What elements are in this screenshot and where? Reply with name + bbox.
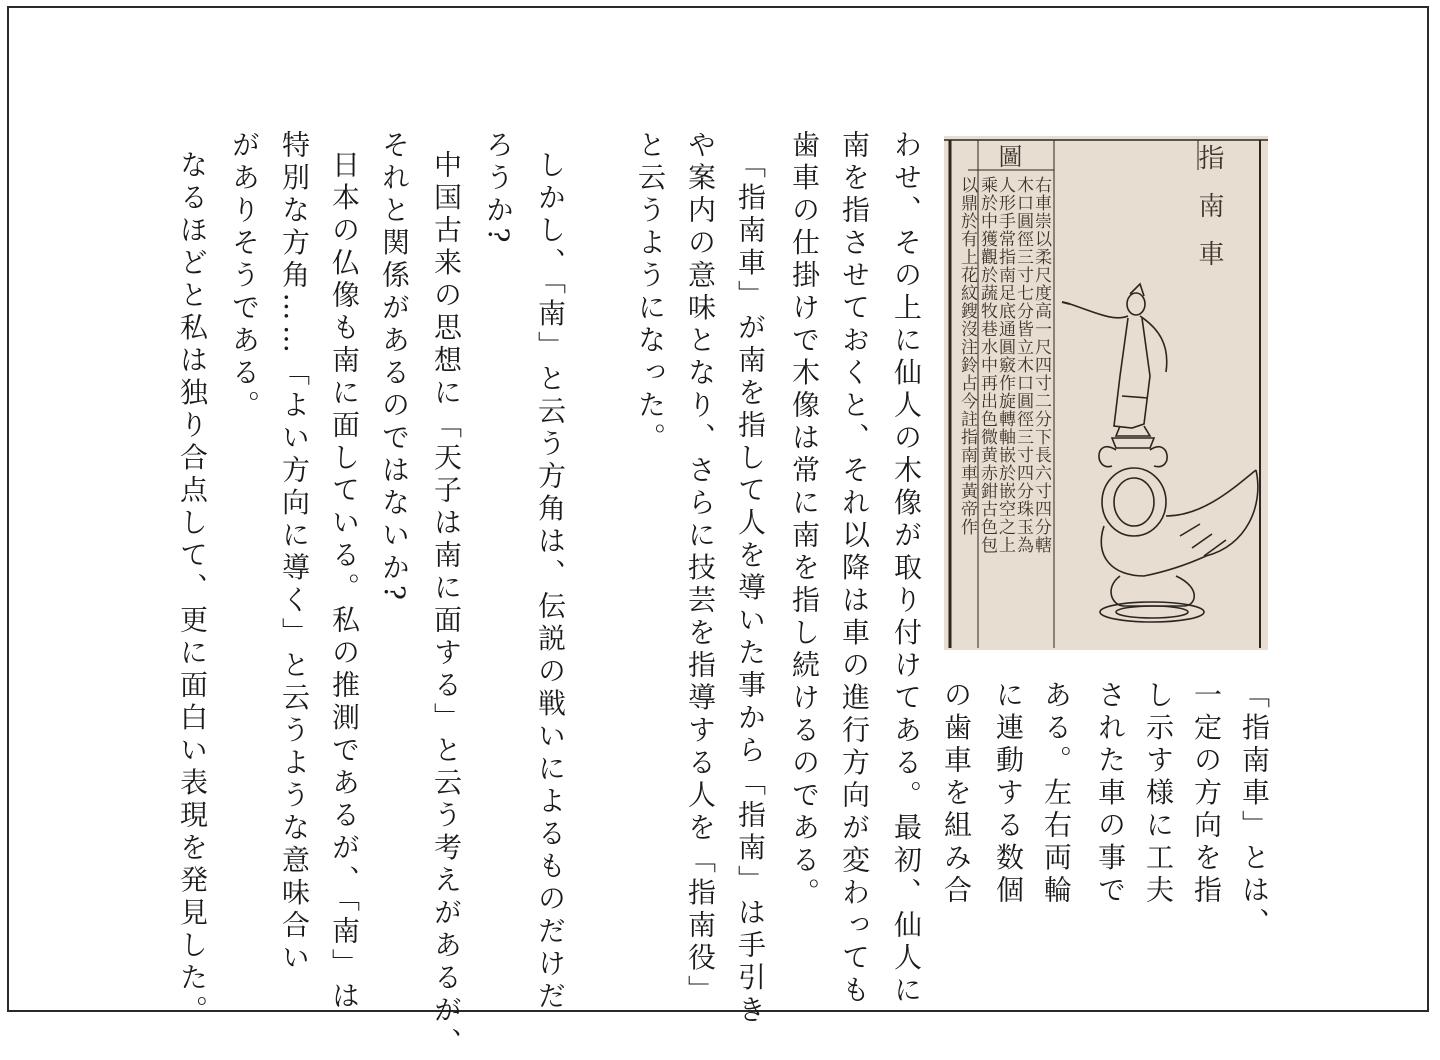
text-column: された車の事で xyxy=(1094,680,1127,908)
classical-text-column: 右車崇以柔尺度高一尺四寸二分下長六寸四分轄 xyxy=(1031,176,1051,554)
illustration-subtitle: 圖 xyxy=(994,144,1022,169)
classical-text-column: 木口圓徑三寸七分皆立木口圓徑三寸四分珠玉為 xyxy=(1013,176,1033,554)
classical-text-column: 以鼎於有上花紋鎪沒注鈴占今註指南車黃帝作 xyxy=(957,176,977,536)
text-column: 「指南車」が南を指して人を導いた事から「指南」は手引き xyxy=(734,150,767,1028)
text-column: 特別な方角……「よい方向に導く」と云うような意味合い xyxy=(278,130,311,975)
classical-text-column: 人形手常指南足底通圓竅作旋轉軸嵌於嵌空之上 xyxy=(995,176,1015,554)
text-column: 一定の方向を指 xyxy=(1190,680,1223,908)
text-column: わせ、その上に仙人の木像が取り付けてある。最初、仙人に xyxy=(890,130,923,1008)
text-column: がありそうである。 xyxy=(228,130,261,423)
text-column: に連動する数個 xyxy=(992,680,1025,908)
text-column: ろうか? xyxy=(482,130,515,248)
text-column: と云うようになった。 xyxy=(634,130,667,455)
text-column: し示す様に工夫 xyxy=(1142,680,1175,908)
classical-text-column: 乘於中獲觀於蔬牧巷水中再出色微黄赤鉗古色包 xyxy=(977,176,997,554)
text-column: なるほどと私は独り合点して、更に面白い表現を発見した。 xyxy=(176,150,209,1028)
chariot-body xyxy=(1099,447,1258,622)
text-column: しかし、「南」と云う方角は、伝説の戦いによるものだけだ xyxy=(534,150,567,1014)
text-column: 「指南車」とは、 xyxy=(1238,680,1271,940)
illustration-title: 指南車 xyxy=(1194,144,1224,288)
text-column: 南を指させておくと、それ以降は車の進行方向が変わっても xyxy=(838,130,871,1008)
text-column: それと関係があるのではないか? xyxy=(378,130,411,605)
text-column: 歯車の仕掛けで木像は常に南を指し続けるのである。 xyxy=(788,130,821,910)
text-column: や案内の意味となり、さらに技芸を指導する人を「指南役」 xyxy=(684,130,717,1008)
immortal-figure xyxy=(1062,284,1167,448)
text-column: ある。左右両輪 xyxy=(1040,680,1073,908)
text-column: 日本の仏像も南に面している。私の推測であるが、「南」は xyxy=(328,150,361,1014)
text-column: 中国古来の思想に「天子は南に面する」と云う考えがあるが、 xyxy=(430,150,463,1060)
chariot-illustration xyxy=(944,136,1268,650)
text-column: の歯車を組み合 xyxy=(940,680,973,908)
